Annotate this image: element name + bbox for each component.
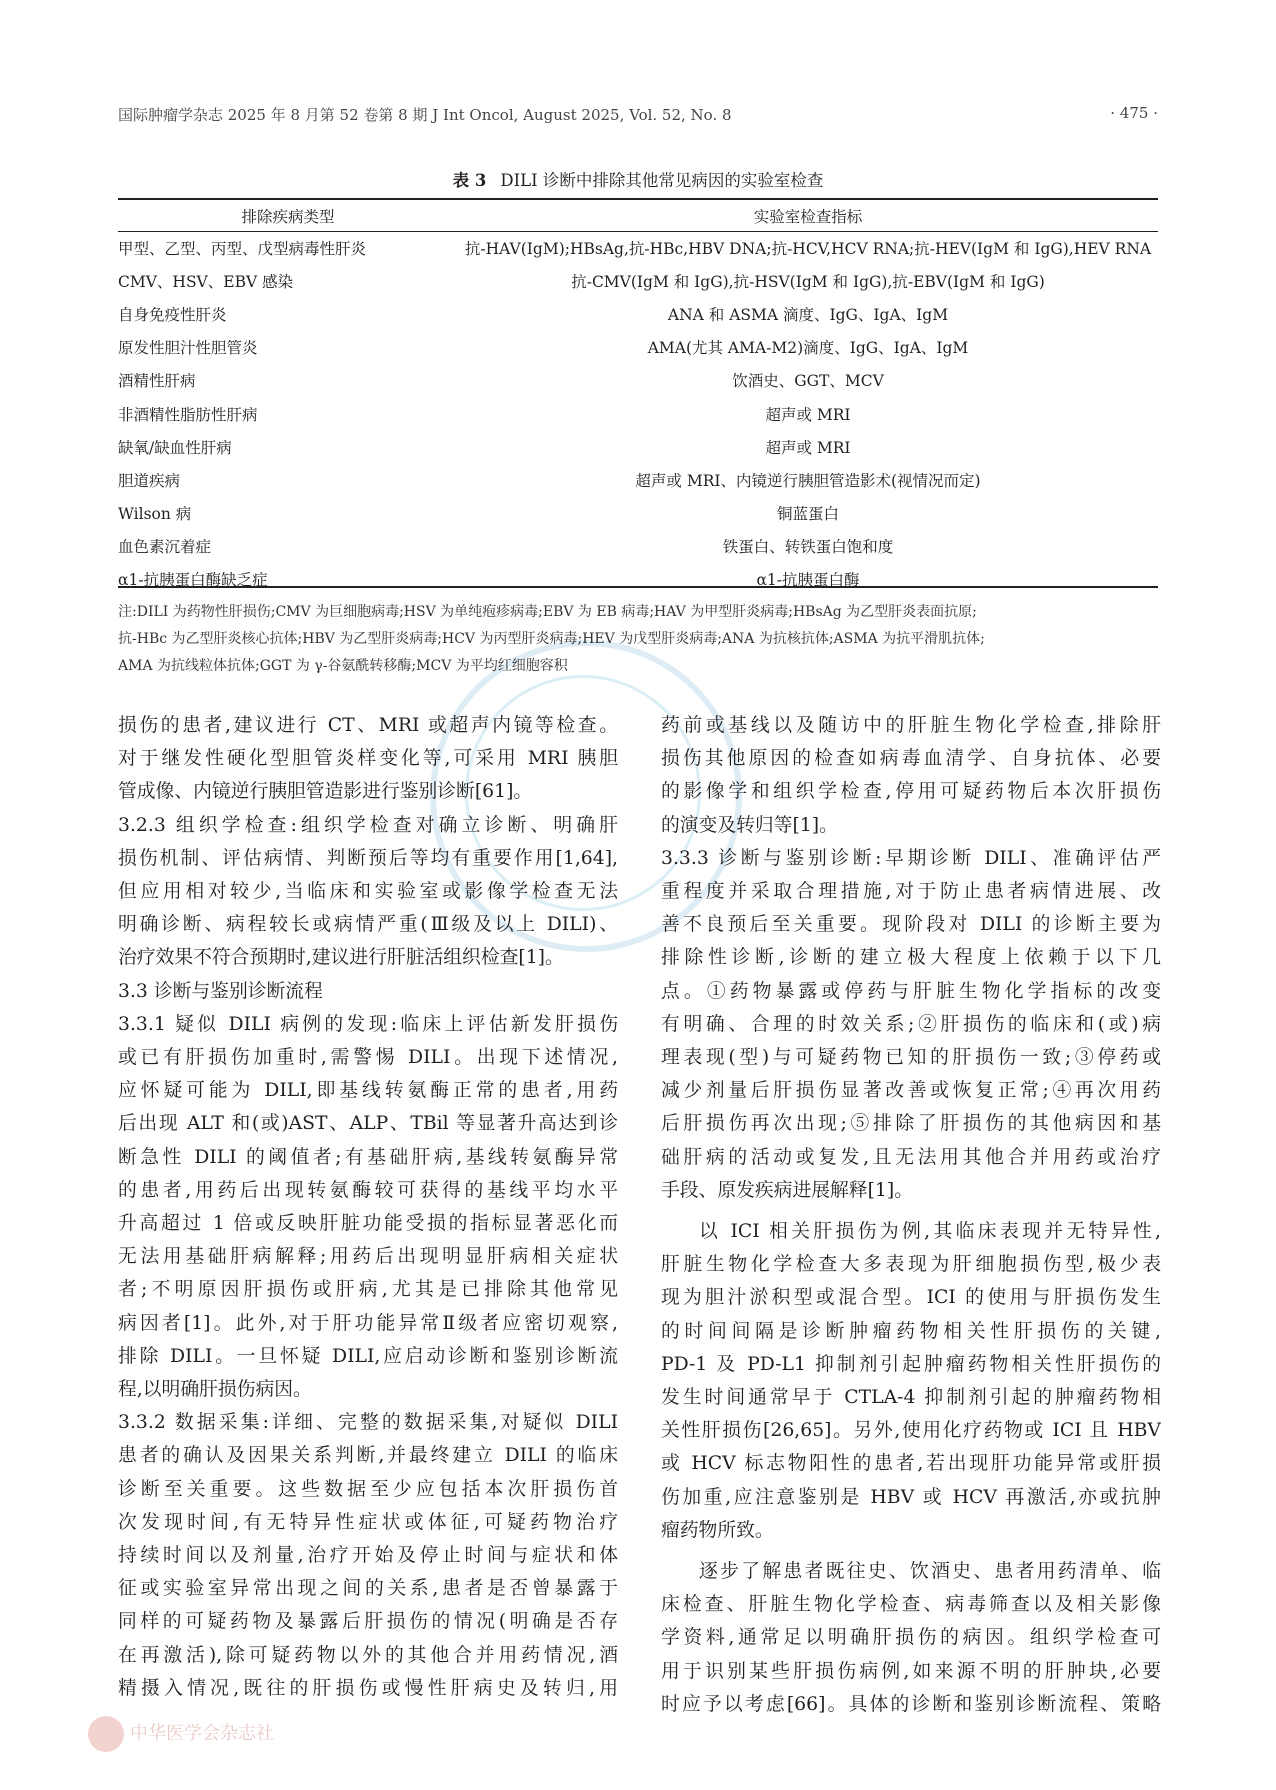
disease-cell: 胆道疾病 <box>118 471 181 490</box>
page-number: · 475 · <box>1110 104 1158 122</box>
text-line: 病因者[1]。此外,对于肝功能异常Ⅱ级者应密切观察, <box>118 1312 618 1334</box>
publisher-logo <box>88 1716 274 1752</box>
disease-cell: CMV、HSV、EBV 感染 <box>118 272 294 291</box>
text-line: 同样的可疑药物及暴露后肝损伤的情况(明确是否存 <box>118 1611 618 1633</box>
disease-cell: 血色素沉着症 <box>118 538 212 557</box>
text-line: 治疗效果不符合预期时,建议进行肝脏活组织检查[1]。 <box>118 947 564 969</box>
table-notes <box>118 599 1158 680</box>
text-line: 瘤药物所致。 <box>661 1519 774 1541</box>
text-line: 在再激活),除可疑药物以外的其他合并用药情况,酒 <box>118 1644 618 1666</box>
text-line: 点。①药物暴露或停药与肝脏生物化学指标的改变 <box>661 980 1161 1002</box>
test-cell: 抗-HAV(IgM);HBsAg,抗-HBc,HBV DNA;抗-HCV,HCV RNA;抗-HEV(IgM 和 IgG),HEV RNA <box>464 239 1152 258</box>
table-row <box>118 463 1158 496</box>
text-line: 发生时间通常早于 CTLA-4 抑制剂引起的肿瘤药物相 <box>661 1387 1161 1409</box>
text-line: 善不良预后至关重要。现阶段对 DILI 的诊断主要为 <box>661 914 1161 936</box>
text-line: 或 HCV 标志物阳性的患者,若出现肝功能异常或肝损 <box>661 1453 1161 1475</box>
disease-cell: 甲型、乙型、丙型、戊型病毒性肝炎 <box>118 239 367 258</box>
text-line: 逐步了解患者既往史、饮酒史、患者用药清单、临 <box>699 1561 1161 1583</box>
table-row <box>118 497 1158 530</box>
right-text-column <box>661 709 1161 1721</box>
text-line: 征或实验室异常出现之间的关系,患者是否曾暴露于 <box>118 1578 618 1600</box>
text-line: 损伤的患者,建议进行 CT、MRI 或超声内镜等检查。 <box>118 715 618 736</box>
text-line: 伤加重,应注意鉴别是 HBV 或 HCV 再激活,亦或抗肿 <box>661 1486 1161 1508</box>
text-line: 诊断至关重要。这些数据至少应包括本次肝损伤首 <box>118 1478 618 1500</box>
table-row <box>118 264 1158 297</box>
text-line: 的患者,用药后出现转氨酶较可获得的基线平均水平 <box>118 1179 618 1201</box>
text-line: 断急性 DILI 的阈值者;有基础肝病,基线转氨酶异常 <box>118 1146 618 1168</box>
disease-cell: α1-抗胰蛋白酶缺乏症 <box>118 571 268 590</box>
test-cell: 超声或 MRI、内镜逆行胰胆管造影术(视情况而定) <box>635 471 981 490</box>
text-line: 手段、原发疾病进展解释[1]。 <box>661 1179 913 1201</box>
text-line: 持续时间以及剂量,治疗开始及停止时间与症状和体 <box>118 1545 618 1567</box>
text-line: 用于识别某些肝损伤病例,如来源不明的肝肿块,必要 <box>661 1660 1161 1682</box>
text-line: 后出现 ALT 和(或)AST、ALP、TBil 等显著升高达到诊 <box>118 1113 618 1135</box>
test-cell: 铜蓝蛋白 <box>776 505 839 524</box>
text-line: PD-1 及 PD-L1 抑制剂引起肿瘤药物相关性肝损伤的 <box>661 1353 1161 1375</box>
table-caption: DILI 诊断中排除其他常见病因的实验室检查 <box>500 171 824 190</box>
text-line: 排除性诊断,诊断的建立极大程度上依赖于以下几 <box>661 947 1161 969</box>
disease-cell: 非酒精性脂肪性肝病 <box>118 405 258 424</box>
text-line: 对于继发性硬化型胆管炎样变化等,可采用 MRI 胰胆 <box>118 748 618 770</box>
text-line: 的影像学和组织学检查,停用可疑药物后本次肝损伤 <box>661 781 1161 803</box>
test-cell: 超声或 MRI <box>765 438 851 457</box>
text-line: 精摄入情况,既往的肝损伤或慢性肝病史及转归,用 <box>118 1677 618 1699</box>
text-line: 现为胆汁淤积型或混合型。ICI 的使用与肝损伤发生 <box>661 1287 1161 1309</box>
table-row <box>118 364 1158 397</box>
text-line: 后肝损伤再次出现;⑤排除了肝损伤的其他病因和基 <box>661 1113 1161 1135</box>
table-row <box>118 563 1158 596</box>
disease-cell: Wilson 病 <box>118 505 192 524</box>
text-line: 者;不明原因肝损伤或肝病,尤其是已排除其他常见 <box>118 1279 618 1301</box>
table-row <box>118 331 1158 364</box>
text-line: 学资料,通常足以明确肝损伤的病因。组织学检查可 <box>661 1627 1161 1649</box>
test-cell: 超声或 MRI <box>765 405 851 424</box>
text-line: 程,以明确肝损伤病因。 <box>118 1379 312 1401</box>
text-line: 排除 DILI。一旦怀疑 DILI,应启动诊断和鉴别诊断流 <box>118 1345 618 1367</box>
text-line: 明确诊断、病程较长或病情严重(Ⅲ级及以上 DILI)、 <box>118 914 618 936</box>
text-line: 有明确、合理的时效关系;②肝损伤的临床和(或)病 <box>661 1013 1161 1035</box>
text-line: 以 ICI 相关肝损伤为例,其临床表现并无特异性, <box>699 1221 1161 1243</box>
text-line: 3.3.2 数据采集:详细、完整的数据采集,对疑似 DILI <box>118 1412 618 1434</box>
section-heading: 3.3 诊断与鉴别诊断流程 <box>118 980 323 1002</box>
text-line: 理表现(型)与可疑药物已知的肝损伤一致;③停药或 <box>661 1047 1161 1069</box>
lab-test-table <box>118 201 1158 596</box>
column-header: 实验室检查指标 <box>753 208 863 226</box>
table-note-line: 抗-HBc 为乙型肝炎核心抗体;HBV 为乙型肝炎病毒;HCV 为丙型肝炎病毒;HEV 为戊型肝炎病毒;ANA 为抗核抗体;ASMA 为抗平滑肌抗体; <box>118 631 985 647</box>
text-line: 应怀疑可能为 DILI,即基线转氨酶正常的患者,用药 <box>118 1080 618 1102</box>
text-line: 重程度并采取合理措施,对于防止患者病情进展、改 <box>661 881 1161 903</box>
text-line: 床检查、肝脏生物化学检查、病毒筛查以及相关影像 <box>661 1594 1161 1616</box>
journal-citation: 国际肿瘤学杂志 2025 年 8 月第 52 卷第 8 期 J Int Oncol, August 2025, Vol. 52, No. 8 <box>118 106 732 124</box>
text-line: 肝脏生物化学检查大多表现为肝细胞损伤型,极少表 <box>661 1254 1161 1276</box>
publisher-emblem-icon <box>88 1716 124 1752</box>
table-row <box>118 297 1158 330</box>
text-line: 损伤机制、评估病情、判断预后等均有重要作用[1,64], <box>118 847 618 869</box>
text-line: 减少剂量后肝损伤显著改善或恢复正常;④再次用药 <box>661 1080 1161 1102</box>
table-row <box>118 530 1158 563</box>
test-cell: ANA 和 ASMA 滴度、IgG、IgA、IgM <box>667 305 949 324</box>
text-line: 3.3.1 疑似 DILI 病例的发现:临床上评估新发肝损伤 <box>118 1013 618 1035</box>
test-cell: AMA(尤其 AMA-M2)滴度、IgG、IgA、IgM <box>647 339 969 358</box>
disease-cell: 缺氧/缺血性肝病 <box>118 438 232 457</box>
text-line: 无法用基础肝病解释;用药后出现明显肝病相关症状 <box>118 1246 618 1268</box>
table-row <box>118 231 1158 264</box>
disease-cell: 自身免疫性肝炎 <box>118 305 227 324</box>
column-header: 排除疾病类型 <box>241 208 335 226</box>
text-line: 关性肝损伤[26,65]。另外,使用化疗药物或 ICI 且 HBV <box>661 1420 1161 1442</box>
publisher-name: 中华医学会杂志社 <box>130 1723 274 1744</box>
table-number: 表 3 <box>452 171 487 190</box>
text-line: 患者的确认及因果关系判断,并最终建立 DILI 的临床 <box>118 1445 618 1467</box>
table-title <box>118 167 1158 191</box>
table-note-line: 注:DILI 为药物性肝损伤;CMV 为巨细胞病毒;HSV 为单纯疱疹病毒;EBV 为 EB 病毒;HAV 为甲型肝炎病毒;HBsAg 为乙型肝炎表面抗原; <box>118 604 977 620</box>
text-line: 升高超过 1 倍或反映肝脏功能受损的指标显著恶化而 <box>118 1213 618 1235</box>
text-line: 药前或基线以及随访中的肝脏生物化学检查,排除肝 <box>661 715 1161 736</box>
text-line: 次发现时间,有无特异性症状或体征,可疑药物治疗 <box>118 1511 618 1533</box>
test-cell: α1-抗胰蛋白酶 <box>756 571 860 590</box>
test-cell: 铁蛋白、转铁蛋白饱和度 <box>722 538 894 557</box>
text-line: 损伤其他原因的检查如病毒血清学、自身抗体、必要 <box>661 748 1161 770</box>
table-note-line: AMA 为抗线粒体抗体;GGT 为 γ-谷氨酰转移酶;MCV 为平均红细胞容积 <box>118 658 568 674</box>
text-line: 的时间间隔是诊断肿瘤药物相关性肝损伤的关键, <box>661 1320 1161 1342</box>
table-top-rule <box>118 198 1158 200</box>
disease-cell: 酒精性肝病 <box>118 372 196 391</box>
text-line: 础肝病的活动或复发,且无法用其他合并用药或治疗 <box>661 1146 1161 1168</box>
left-text-column <box>118 709 618 1705</box>
disease-cell: 原发性胆汁性胆管炎 <box>118 339 258 358</box>
test-cell: 饮酒史、GGT、MCV <box>732 372 884 391</box>
text-line: 或已有肝损伤加重时,需警惕 DILI。出现下述情况, <box>118 1047 618 1069</box>
text-line: 3.3.3 诊断与鉴别诊断:早期诊断 DILI、准确评估严 <box>661 847 1161 869</box>
table-row <box>118 397 1158 430</box>
text-line: 但应用相对较少,当临床和实验室或影像学检查无法 <box>118 881 618 903</box>
text-line: 管成像、内镜逆行胰胆管造影进行鉴别诊断[61]。 <box>118 781 533 803</box>
table-header-row <box>118 201 1158 231</box>
text-line: 时应予以考虑[66]。具体的诊断和鉴别诊断流程、策略 <box>661 1693 1161 1715</box>
text-line: 3.2.3 组织学检查:组织学检查对确立诊断、明确肝 <box>118 814 618 836</box>
text-line: 的演变及转归等[1]。 <box>661 814 838 836</box>
table-row <box>118 430 1158 463</box>
test-cell: 抗-CMV(IgM 和 IgG),抗-HSV(IgM 和 IgG),抗-EBV(IgM 和 IgG) <box>571 272 1045 291</box>
